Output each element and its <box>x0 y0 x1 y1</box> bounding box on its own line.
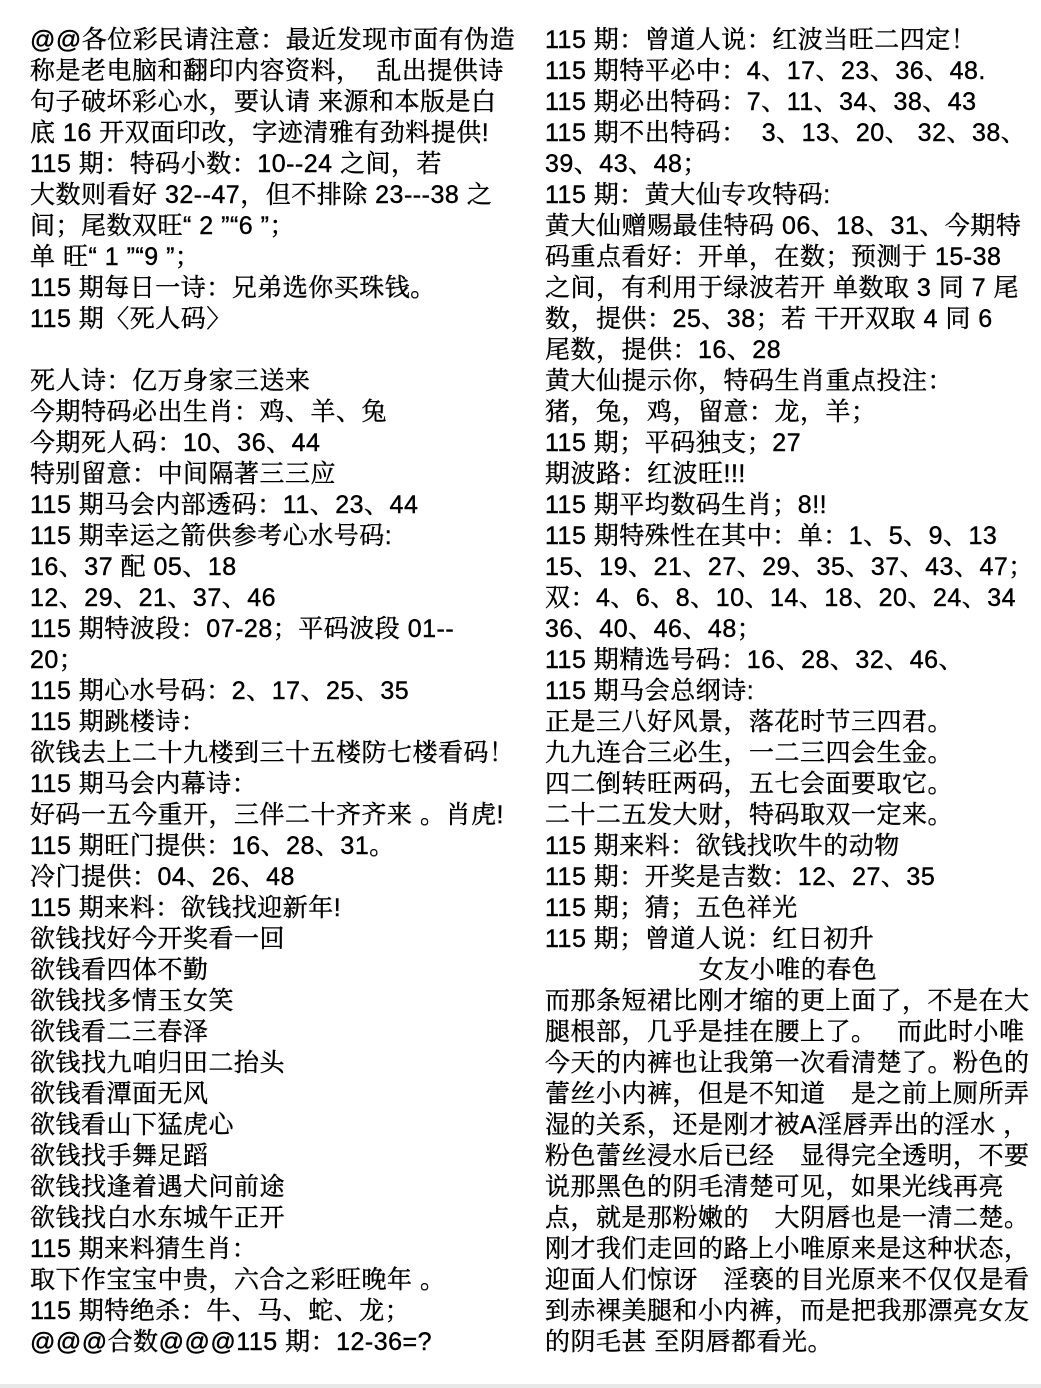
text-line: 好码一五今重开，三伴二十齐齐来 。肖虎! <box>30 801 504 829</box>
text-line: @@各位彩民请注意：最近发现市面有伪造 <box>30 26 516 54</box>
text-line: 115 期马会内部透码：11、23、44 <box>30 491 419 519</box>
text-line: 粉色蕾丝浸水后已经 显得完全透明，不要 <box>545 1142 1030 1170</box>
text-line: 底 16 开双面印改，字迹清雅有劲料提供! <box>30 119 490 147</box>
text-line: 115 期马会总纲诗: <box>545 677 755 705</box>
text-line: 点，就是那粉嫩的 大阴唇也是一清二楚。 <box>545 1204 1030 1232</box>
text-line: 死人诗：亿万身家三送来 <box>30 367 311 395</box>
text-line: 特别留意：中间隔著三三应 <box>30 460 337 488</box>
text-line: 欲钱看四体不勤 <box>30 956 209 984</box>
text-line: 欲钱找多情玉女笑 <box>30 987 235 1015</box>
text-line: 115 期；曾道人说：红日初升 <box>545 925 875 953</box>
text-line: 间；尾数双旺“ 2 ”“6 ”； <box>30 212 295 240</box>
text-line: 115 期不出特码： 3、13、20、 32、38、 <box>545 119 1027 147</box>
text-line: 女友小唯的春色 <box>698 956 878 984</box>
text-line: 欲钱找白水东城午正开 <box>30 1204 286 1232</box>
text-line: 115 期；平码独支；27 <box>545 429 802 457</box>
text-line: 欲钱看潭面无风 <box>30 1080 209 1108</box>
text-line: 尾数，提供：16、28 <box>545 336 782 364</box>
text-line: 四二倒转旺两码，五七会面要取它。 <box>545 770 954 798</box>
text-line: 蕾丝小内裤，但是不知道 是之前上厕所弄 <box>545 1080 1030 1108</box>
text-line: 16、37 配 05、18 <box>30 553 237 581</box>
text-line: 今期死人码：10、36、44 <box>30 429 321 457</box>
text-line: 36、40、46、48； <box>545 615 763 643</box>
text-line: 欲钱找九咱归田二抬头 <box>30 1049 286 1077</box>
text-line: 115 期来料：欲钱找吹牛的动物 <box>545 832 900 860</box>
text-line: 今天的内裤也让我第一次看清楚了。粉色的 <box>545 1049 1030 1077</box>
text-line: 115 期每日一诗：兄弟选你买珠钱。 <box>30 274 436 302</box>
text-line: 取下作宝宝中贵，六合之彩旺晚年 。 <box>30 1266 446 1294</box>
text-line: 115 期：开奖是吉数：12、27、35 <box>545 863 936 891</box>
text-line: 15、19、21、27、29、35、37、43、47； <box>545 553 1034 581</box>
text-line: 115 期特绝杀：牛、马、蛇、龙； <box>30 1297 411 1325</box>
text-line: 115 期跳楼诗： <box>30 708 207 736</box>
text-line: 115 期；猜；五色祥光 <box>545 894 798 922</box>
text-line: 欲钱找手舞足蹈 <box>30 1142 209 1170</box>
text-line: 冷门提供：04、26、48 <box>30 863 295 891</box>
text-line: 数，提供：25、38；若 干开双取 4 同 6 <box>545 305 993 333</box>
text-line: 大数则看好 32--47，但不排除 23---38 之 <box>30 181 493 209</box>
text-line: 二十二五发大财，特码取双一定来。 <box>545 801 954 829</box>
text-line: 欲钱找逢着遇犬问前途 <box>30 1173 286 1201</box>
text-line: 说那黑色的阴毛清楚可见，如果光线再亮 <box>545 1173 1005 1201</box>
text-line: 115 期：曾道人说：红波当旺二四定！ <box>545 26 977 54</box>
text-line: 双：4、6、8、10、14、18、20、24、34 <box>545 584 1017 612</box>
text-line: 黄大仙提示你，特码生肖重点投注： <box>545 367 954 395</box>
text-line: 的阴毛甚 至阴唇都看光。 <box>545 1328 833 1356</box>
text-line: 115 期：黄大仙专攻特码: <box>545 181 831 209</box>
text-line: 115 期心水号码：2、17、25、35 <box>30 677 410 705</box>
text-line: 今期特码必出生肖：鸡、羊、兔 <box>30 398 388 426</box>
text-line: 迎面人们惊讶 淫亵的目光原来不仅仅是看 <box>545 1266 1030 1294</box>
text-line: 刚才我们走回的路上小唯原来是这种状态， <box>545 1235 1030 1263</box>
text-line: 115 期特殊性在其中：单：1、5、9、13 <box>545 522 998 550</box>
text-line: 腿根部，几乎是挂在腰上了。 而此时小唯 <box>545 1018 1025 1046</box>
text-line: 20； <box>30 646 85 674</box>
text-line: 码重点看好：开单，在数；预测于 15-38 <box>545 243 1002 271</box>
text-line: 115 期旺门提供：16、28、31。 <box>30 832 395 860</box>
text-line: 115 期〈死人码〉 <box>30 305 232 333</box>
text-line: 39、43、48； <box>545 150 708 178</box>
text-line: 正是三八好风景，落花时节三四君。 <box>545 708 954 736</box>
left-text-column <box>30 25 522 1358</box>
text-line: 单 旺“ 1 ”“9 ”； <box>30 243 201 271</box>
text-line: 欲钱找好今开奖看一回 <box>30 925 286 953</box>
text-line: 115 期来料：欲钱找迎新年! <box>30 894 342 922</box>
text-line: 到赤裸美腿和小内裤，而是把我那漂亮女友 <box>545 1297 1030 1325</box>
text-line: 黄大仙赠赐最佳特码 06、18、31、今期特 <box>545 212 1022 240</box>
text-line: 115 期：特码小数：10--24 之间，若 <box>30 150 443 178</box>
text-line: 而那条短裙比刚才缩的更上面了，不是在大 <box>545 987 1030 1015</box>
page-bottom-edge <box>0 1384 1041 1388</box>
text-line: 115 期精选号码：16、28、32、46、 <box>545 646 965 674</box>
text-line: 句子破坏彩心水，要认请 来源和本版是白 <box>30 88 497 116</box>
text-line: 九九连合三必生，一二三四会生金。 <box>545 739 954 767</box>
text-line: 115 期平均数码生肖；8!! <box>545 491 828 519</box>
text-line: 115 期幸运之箭供参考心水号码: <box>30 522 393 550</box>
text-line: 115 期必出特码：7、11、34、38、43 <box>545 88 977 116</box>
text-line: 115 期来料猜生肖： <box>30 1235 258 1263</box>
text-line: 115 期特平必中：4、17、23、36、48. <box>545 57 986 85</box>
text-line: 115 期特波段：07-28；平码波段 01-- <box>30 615 455 643</box>
text-line: 12、29、21、37、46 <box>30 584 277 612</box>
text-line: 115 期马会内幕诗： <box>30 770 258 798</box>
text-line: 欲钱去上二十九楼到三十五楼防七楼看码！ <box>30 739 515 767</box>
text-line: 欲钱看二三春泽 <box>30 1018 209 1046</box>
text-line: 欲钱看山下猛虎心 <box>30 1111 235 1139</box>
text-line: 之间，有利用于绿波若开 单数取 3 同 7 尾 <box>545 274 1020 302</box>
text-line <box>30 335 522 366</box>
text-line: 期波路：红波旺!!! <box>545 460 746 488</box>
text-line: @@@合数@@@115 期：12-36=? <box>30 1328 433 1356</box>
text-line: 猪，兔，鸡，留意：龙，羊； <box>545 398 877 426</box>
right-text-column <box>545 25 1034 1358</box>
text-line: 湿的关系，还是刚才被A淫唇弄出的淫水 ， <box>545 1111 1029 1139</box>
text-line: 称是老电脑和翻印内容资料， 乱出提供诗 <box>30 57 504 85</box>
